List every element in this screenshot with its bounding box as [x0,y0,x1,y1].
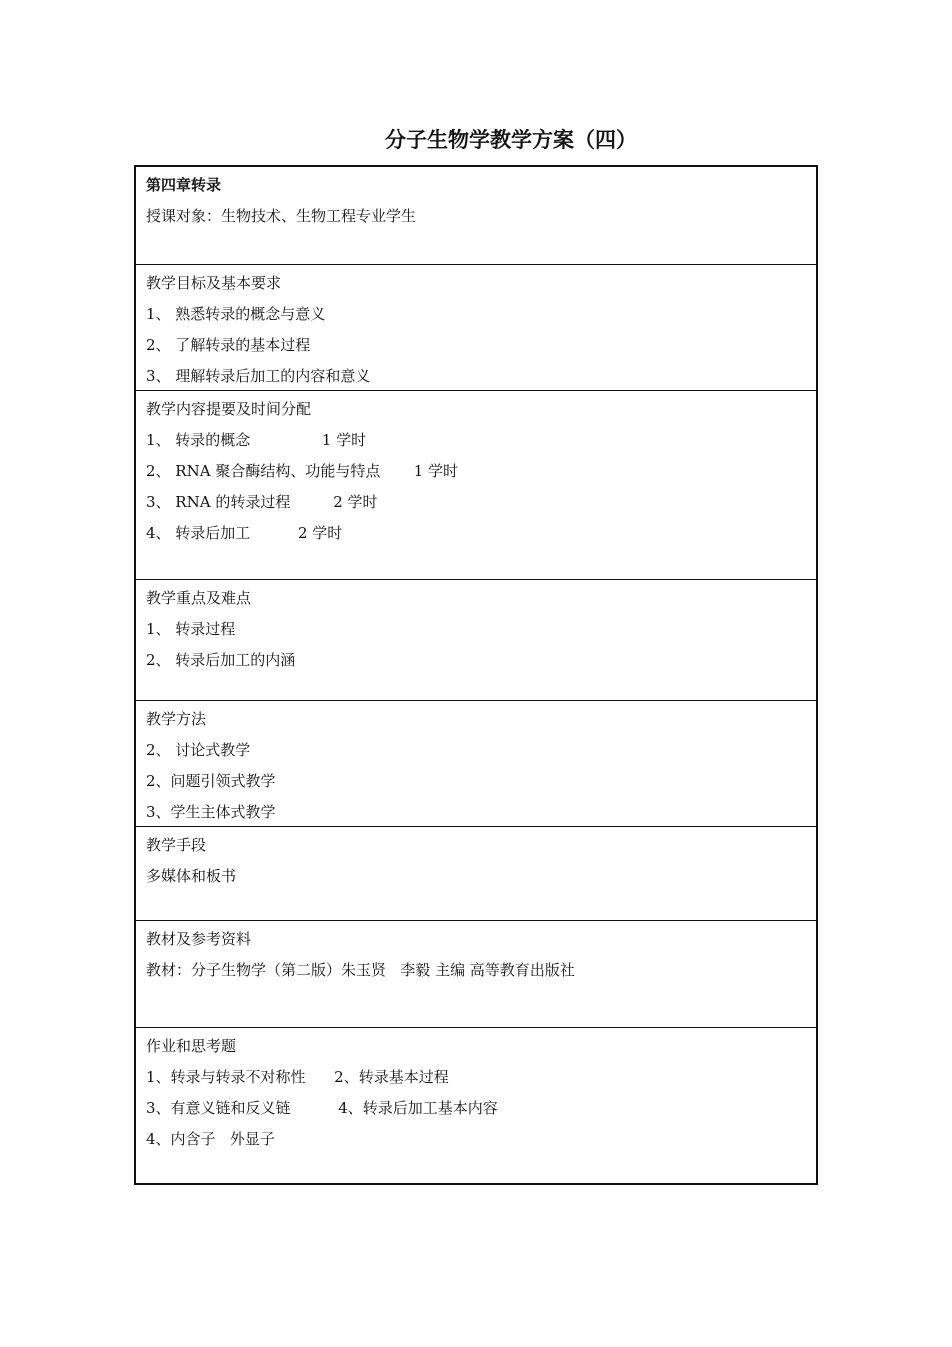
section-content-schedule [136,390,816,579]
section-key-points [136,579,816,700]
lesson-plan-table [134,165,818,1185]
section-means [136,826,816,920]
section-homework [136,1027,816,1183]
section-chapter [136,167,816,264]
objectives-heading: 教学目标及基本要求 [146,274,282,292]
homework-item: 4、内含子 外显子 [146,1130,275,1148]
objective-item: 1、 熟悉转录的概念与意义 [146,305,326,323]
chapter-heading: 第四章转录 [146,176,222,194]
content-item: 1、 转录的概念 1 学时 [146,431,367,449]
content-heading: 教学内容提要及时间分配 [146,400,312,418]
materials-heading: 教材及参考资料 [146,930,252,948]
section-objectives [136,264,816,390]
homework-item: 1、转录与转录不对称性 2、转录基本过程 [146,1068,449,1086]
means-item: 多媒体和板书 [146,867,237,885]
section-materials [136,920,816,1027]
document-title: 分子生物学教学方案（四） [385,128,637,152]
method-item: 2、 讨论式教学 [146,741,251,759]
homework-heading: 作业和思考题 [146,1037,237,1055]
content-item: 2、 RNA 聚合酶结构、功能与特点 1 学时 [146,462,459,480]
method-item: 2、问题引领式教学 [146,772,276,790]
key-point-item: 2、 转录后加工的内涵 [146,651,296,669]
objective-item: 2、 了解转录的基本过程 [146,336,311,354]
content-item: 4、 转录后加工 2 学时 [146,524,343,542]
methods-heading: 教学方法 [146,710,207,728]
method-item: 3、学生主体式教学 [146,803,276,821]
homework-item: 3、有意义链和反义链 4、转录后加工基本内容 [146,1099,498,1117]
key-point-item: 1、 转录过程 [146,620,236,638]
audience-line: 授课对象：生物技术、生物工程专业学生 [146,207,417,225]
means-heading: 教学手段 [146,836,207,854]
content-item: 3、 RNA 的转录过程 2 学时 [146,493,378,511]
materials-item: 教材：分子生物学（第二版）朱玉贤 李毅 主编 高等教育出版社 [146,961,575,979]
section-methods [136,700,816,826]
objective-item: 3、 理解转录后加工的内容和意义 [146,367,371,385]
key-points-heading: 教学重点及难点 [146,589,252,607]
